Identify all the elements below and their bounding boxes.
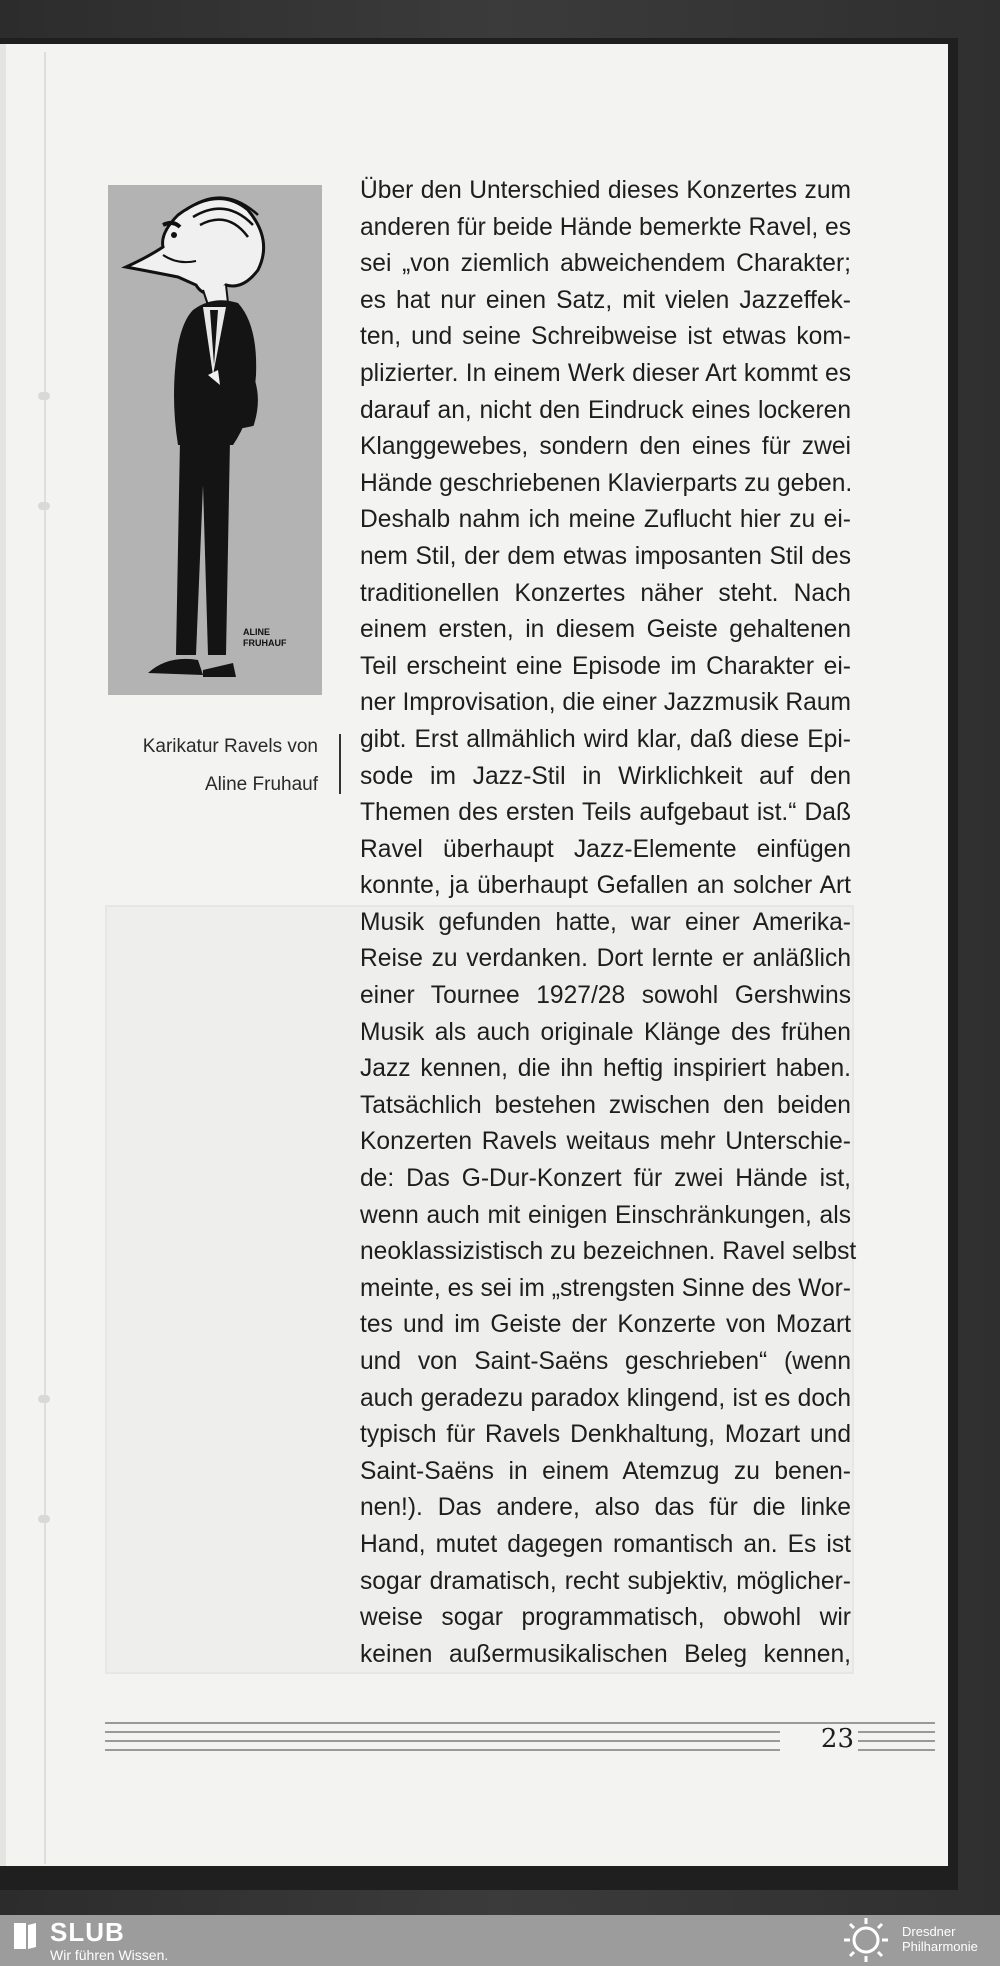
caricature-signature: FRUHAUF (243, 638, 287, 648)
library-name: SLUB (50, 1917, 125, 1947)
body-text-line: Klanggewebes, sondern den eines für zwei (360, 433, 851, 461)
binding-hole (38, 392, 50, 400)
body-text-line: sei „von ziemlich abweichendem Charakter; (360, 250, 851, 278)
caption-line: Aline Fruhauf (204, 774, 318, 795)
body-text-line: plizierter. In einem Werk dieser Art kommt es (360, 359, 851, 387)
body-text-line: einer Tournee 1927/28 sowohl Gershwins (360, 982, 851, 1010)
page-number: 23 (780, 1724, 858, 1754)
philharmonie-logo-icon (841, 1917, 891, 1963)
body-text-line: Musik gefunden hatte, war einer Amerika- (360, 908, 851, 936)
body-text-line: Hand, mutet dagegen romantisch an. Es ist (360, 1530, 851, 1558)
body-text-line: Reise zu verdanken. Dort lernte er anläßlich (360, 945, 851, 973)
body-text-column (360, 173, 857, 1673)
body-text-line: Ravel überhaupt Jazz-Elemente einfügen (360, 835, 851, 863)
body-text-line: Themen des ersten Teils aufgebaut ist.“ Daß (360, 799, 851, 827)
library-tagline: Wir führen Wissen. (50, 1947, 169, 1963)
body-text-line: es hat nur einen Satz, mit vielen Jazzeffek- (360, 286, 851, 314)
body-text-line: nem Stil, der dem etwas imposanten Stil des (360, 542, 851, 570)
caricature-signature: ALINE (243, 627, 270, 637)
ravel-caricature-image (108, 185, 322, 695)
body-text-line: auch geradezu paradox klingend, ist es doch (360, 1384, 851, 1412)
body-text-line: weise sogar programmatisch, obwohl wir (360, 1604, 851, 1632)
binding-hole (38, 1515, 50, 1523)
body-text-line: ten, und seine Schreibweise ist etwas kom- (360, 323, 851, 351)
body-text-line: Deshalb nahm ich meine Zuflucht hier zu ei- (360, 506, 851, 534)
partner-name (902, 1924, 978, 1954)
body-text-line: sogar dramatisch, recht subjektiv, möglicher- (360, 1567, 851, 1595)
caption-divider (339, 734, 341, 794)
body-text-line: konnte, ja überhaupt Gefallen an solcher Art (360, 872, 851, 900)
image-caption (110, 728, 318, 804)
body-text-line: Hände geschriebenen Klavierparts zu geben. (360, 469, 853, 497)
body-text-line: Jazz kennen, die ihn heftig inspiriert haben. (360, 1055, 851, 1083)
body-text-line: ner Improvisation, die einer Jazzmusik Raum (360, 689, 851, 717)
body-text-line: traditionellen Konzertes näher steht. Nach (360, 579, 851, 607)
body-text-line: Konzerten Ravels weitaus mehr Unterschie- (360, 1128, 851, 1156)
partner-name-line: Dresdner (902, 1924, 956, 1939)
body-text-line: tes und im Geiste der Konzerte von Mozart (360, 1311, 851, 1339)
body-text-line: Saint-Saëns in einem Atemzug zu benen- (360, 1457, 851, 1485)
binding-hole (38, 502, 50, 510)
body-text-line: neoklassizistisch zu bezeichnen. Ravel selbst (360, 1238, 857, 1266)
body-text-line: wenn auch mit einigen Einschränkungen, als (360, 1201, 851, 1229)
body-text-line: Über den Unterschied dieses Konzertes zum (360, 177, 851, 204)
body-text-line: typisch für Ravels Denkhaltung, Mozart und (360, 1421, 851, 1449)
caption-line: Karikatur Ravels von (142, 736, 318, 757)
body-text-line: anderen für beide Hände bemerkte Ravel, es (360, 213, 851, 241)
partner-name-line: Philharmonie (902, 1939, 978, 1954)
body-text-line: und von Saint-Saëns geschrieben“ (wenn (360, 1348, 851, 1375)
body-text-line: einem ersten, in diesem Geiste gehaltenen (360, 616, 851, 644)
slub-logo-icon (12, 1921, 38, 1951)
binding-hole (38, 1395, 50, 1403)
body-text-line: meinte, es sei im „strengsten Sinne des Wor- (360, 1274, 851, 1302)
body-text-line: Tatsächlich bestehen zwischen den beiden (360, 1091, 851, 1119)
body-text-line: darauf an, nicht den Eindruck eines lockeren (360, 396, 851, 424)
body-text-line: nen!). Das andere, also das für die linke (360, 1494, 851, 1522)
body-text-line: keinen außermusikalischen Beleg kennen, (360, 1640, 851, 1668)
body-text-line: de: Das G-Dur-Konzert für zwei Hände ist, (360, 1165, 851, 1193)
body-text-line: Musik als auch originale Klänge des frühen (360, 1018, 851, 1046)
page-fold-line (44, 52, 46, 1864)
body-text-line: Teil erscheint eine Episode im Charakter ei- (360, 652, 851, 680)
body-text-line: gibt. Erst allmählich wird klar, daß diese Epi- (360, 725, 851, 753)
body-text-line: sode im Jazz-Stil in Wirklichkeit auf den (360, 762, 851, 790)
